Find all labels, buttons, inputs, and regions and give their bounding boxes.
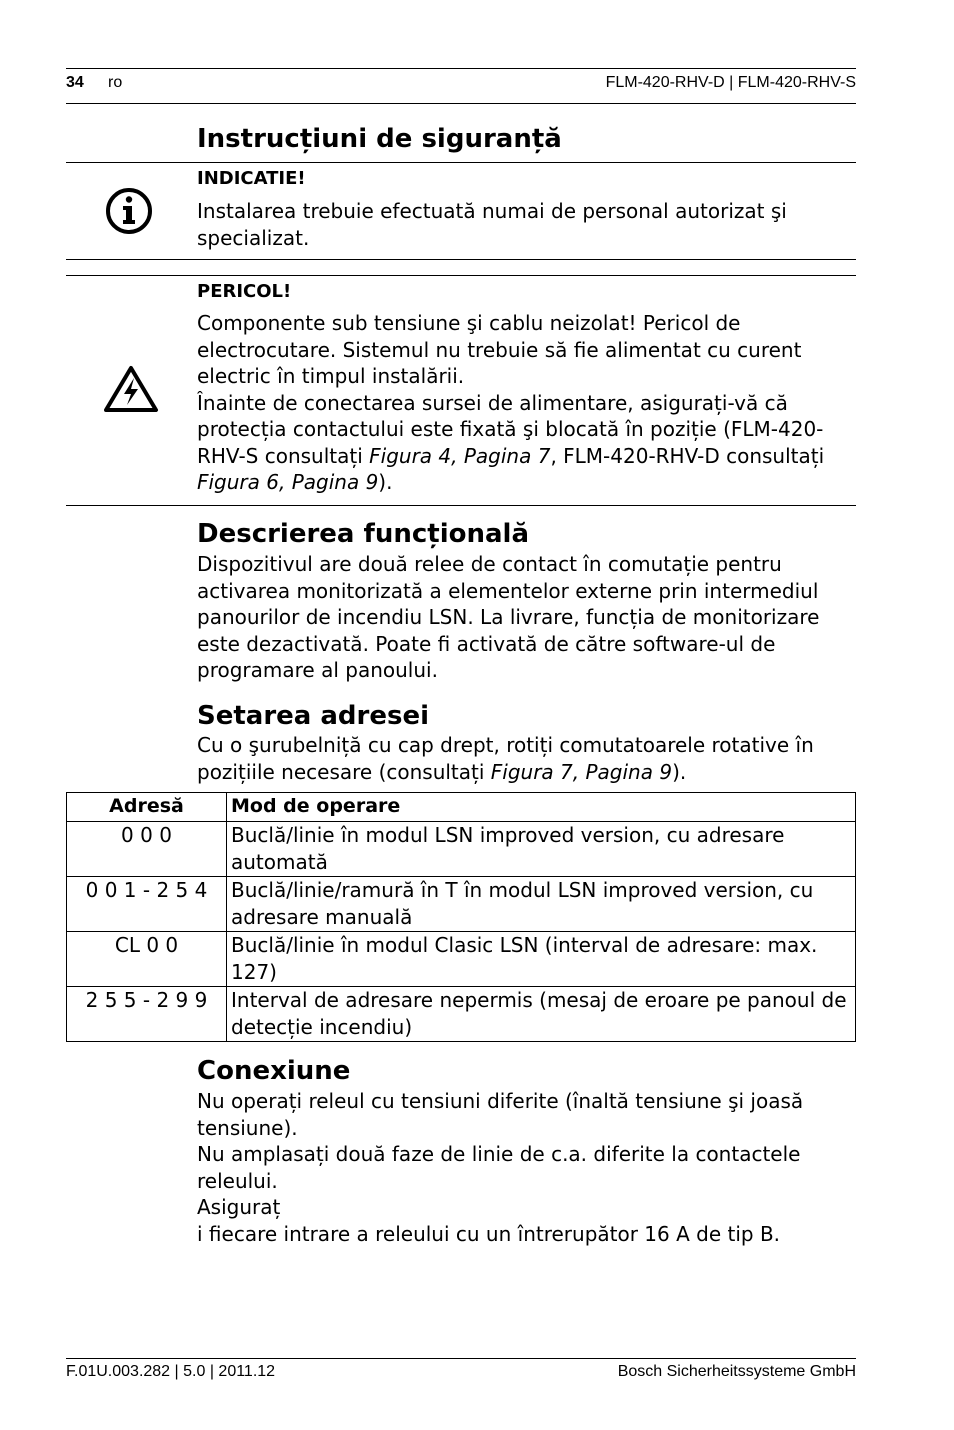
notice-line: specializat.: [197, 225, 310, 250]
divider: [66, 259, 856, 260]
danger-line: Componente sub tensiune şi cablu neizolat! Pericol de: [197, 311, 741, 335]
notice-line: Instalarea trebuie efectuată numai de personal autorizat şi: [197, 199, 787, 223]
address-title: Setarea adresei: [197, 701, 430, 731]
address-cell: 0 0 0: [67, 822, 227, 877]
connection-line: Nu operați releul cu tensiuni diferite (înaltă tensiune şi joasă: [197, 1089, 804, 1113]
info-icon: [104, 186, 154, 240]
danger-line: ).: [378, 470, 393, 494]
address-line: pozițiile necesare (consultați: [197, 759, 491, 784]
figure-reference-link[interactable]: Figura 7, Pagina 9: [490, 759, 673, 784]
function-title: Descrierea funcțională: [197, 519, 529, 549]
danger-line: electrocutare. Sistemul nu trebuie să fie alimentat cu curent: [197, 337, 802, 362]
address-line: Cu o şurubelniță cu cap drept, rotiți comutatoarele rotative în: [197, 733, 814, 757]
table-header-row: [67, 793, 856, 822]
address-table: [66, 792, 856, 1042]
danger-line: electric în timpul instalării.: [197, 364, 465, 388]
document-id: F.01U.003.282 | 5.0 | 2011.12: [66, 1363, 276, 1380]
language-code: ro: [108, 74, 123, 91]
address-cell: 0 0 1 - 2 5 4: [67, 877, 227, 932]
address-text: [197, 732, 857, 785]
connection-line: Asiguraț: [197, 1195, 281, 1219]
high-voltage-warning-icon: [102, 364, 160, 418]
connection-title: Conexiune: [197, 1056, 351, 1086]
mode-cell: Buclă/linie/ramură în T în modul LSN improved version, cu adresare manuală: [227, 877, 856, 932]
connection-text: [197, 1088, 857, 1247]
safety-title: Instrucțiuni de siguranță: [197, 124, 562, 154]
function-line: activarea monitorizată a elementelor externe prin intermediul: [197, 578, 819, 603]
address-cell: CL 0 0: [67, 932, 227, 987]
function-line: panourilor de incendiu LSN. La livrare, funcția de monitorizare: [197, 605, 820, 629]
danger-line: RHV-S consultați: [197, 443, 370, 468]
mode-cell: Buclă/linie în modul Clasic LSN (interval de adresare: max. 127): [227, 932, 856, 987]
function-text: [197, 551, 857, 684]
connection-line: releului.: [197, 1168, 278, 1193]
function-line: programare al panoului.: [197, 658, 438, 682]
page-footer: [66, 1358, 856, 1380]
address-cell: 2 5 5 - 2 9 9: [67, 987, 227, 1042]
notice-text: [197, 198, 857, 251]
connection-line: tensiune).: [197, 1115, 298, 1140]
danger-line: protecția contactului este fixată şi blocată în poziție (FLM-420-: [197, 417, 824, 441]
table-row: [67, 877, 856, 932]
address-line: ).: [672, 759, 687, 784]
danger-text: [197, 310, 857, 496]
connection-line: i fiecare intrare a releului cu un întrerupător 16 A de tip B.: [197, 1221, 781, 1246]
mode-cell: Interval de adresare nepermis (mesaj de eroare pe panoul de detecție incendiu): [227, 987, 856, 1042]
danger-label: PERICOL!: [197, 281, 292, 302]
function-line: este dezactivată. Poate fi activată de către software-ul de: [197, 631, 776, 656]
model-name: FLM-420-RHV-D | FLM-420-RHV-S: [605, 74, 856, 91]
danger-line: , FLM-420-RHV-D consultați: [550, 443, 825, 468]
notice-label: INDICATIE!: [197, 168, 306, 189]
mode-cell: Buclă/linie în modul LSN improved version, cu adresare automată: [227, 822, 856, 877]
table-row: [67, 987, 856, 1042]
divider: [66, 162, 856, 163]
connection-line: Nu amplasați două faze de linie de c.a. diferite la contactele: [197, 1142, 801, 1166]
divider: [66, 505, 856, 506]
figure-reference-link[interactable]: Figura 6, Pagina 9: [197, 470, 379, 494]
table-row: [67, 932, 856, 987]
page-header: [66, 68, 856, 104]
column-header: Adresă: [67, 793, 227, 822]
table-row: [67, 822, 856, 877]
divider: [66, 275, 856, 276]
column-header: Mod de operare: [227, 793, 856, 822]
company-name: Bosch Sicherheitssysteme GmbH: [617, 1363, 856, 1380]
function-line: Dispozitivul are două relee de contact în comutație pentru: [197, 552, 782, 576]
figure-reference-link[interactable]: Figura 4, Pagina 7: [369, 443, 551, 468]
danger-line: Înainte de conectarea sursei de alimentare, asigurați-vă că: [197, 390, 788, 415]
page-number: 34: [66, 74, 84, 91]
